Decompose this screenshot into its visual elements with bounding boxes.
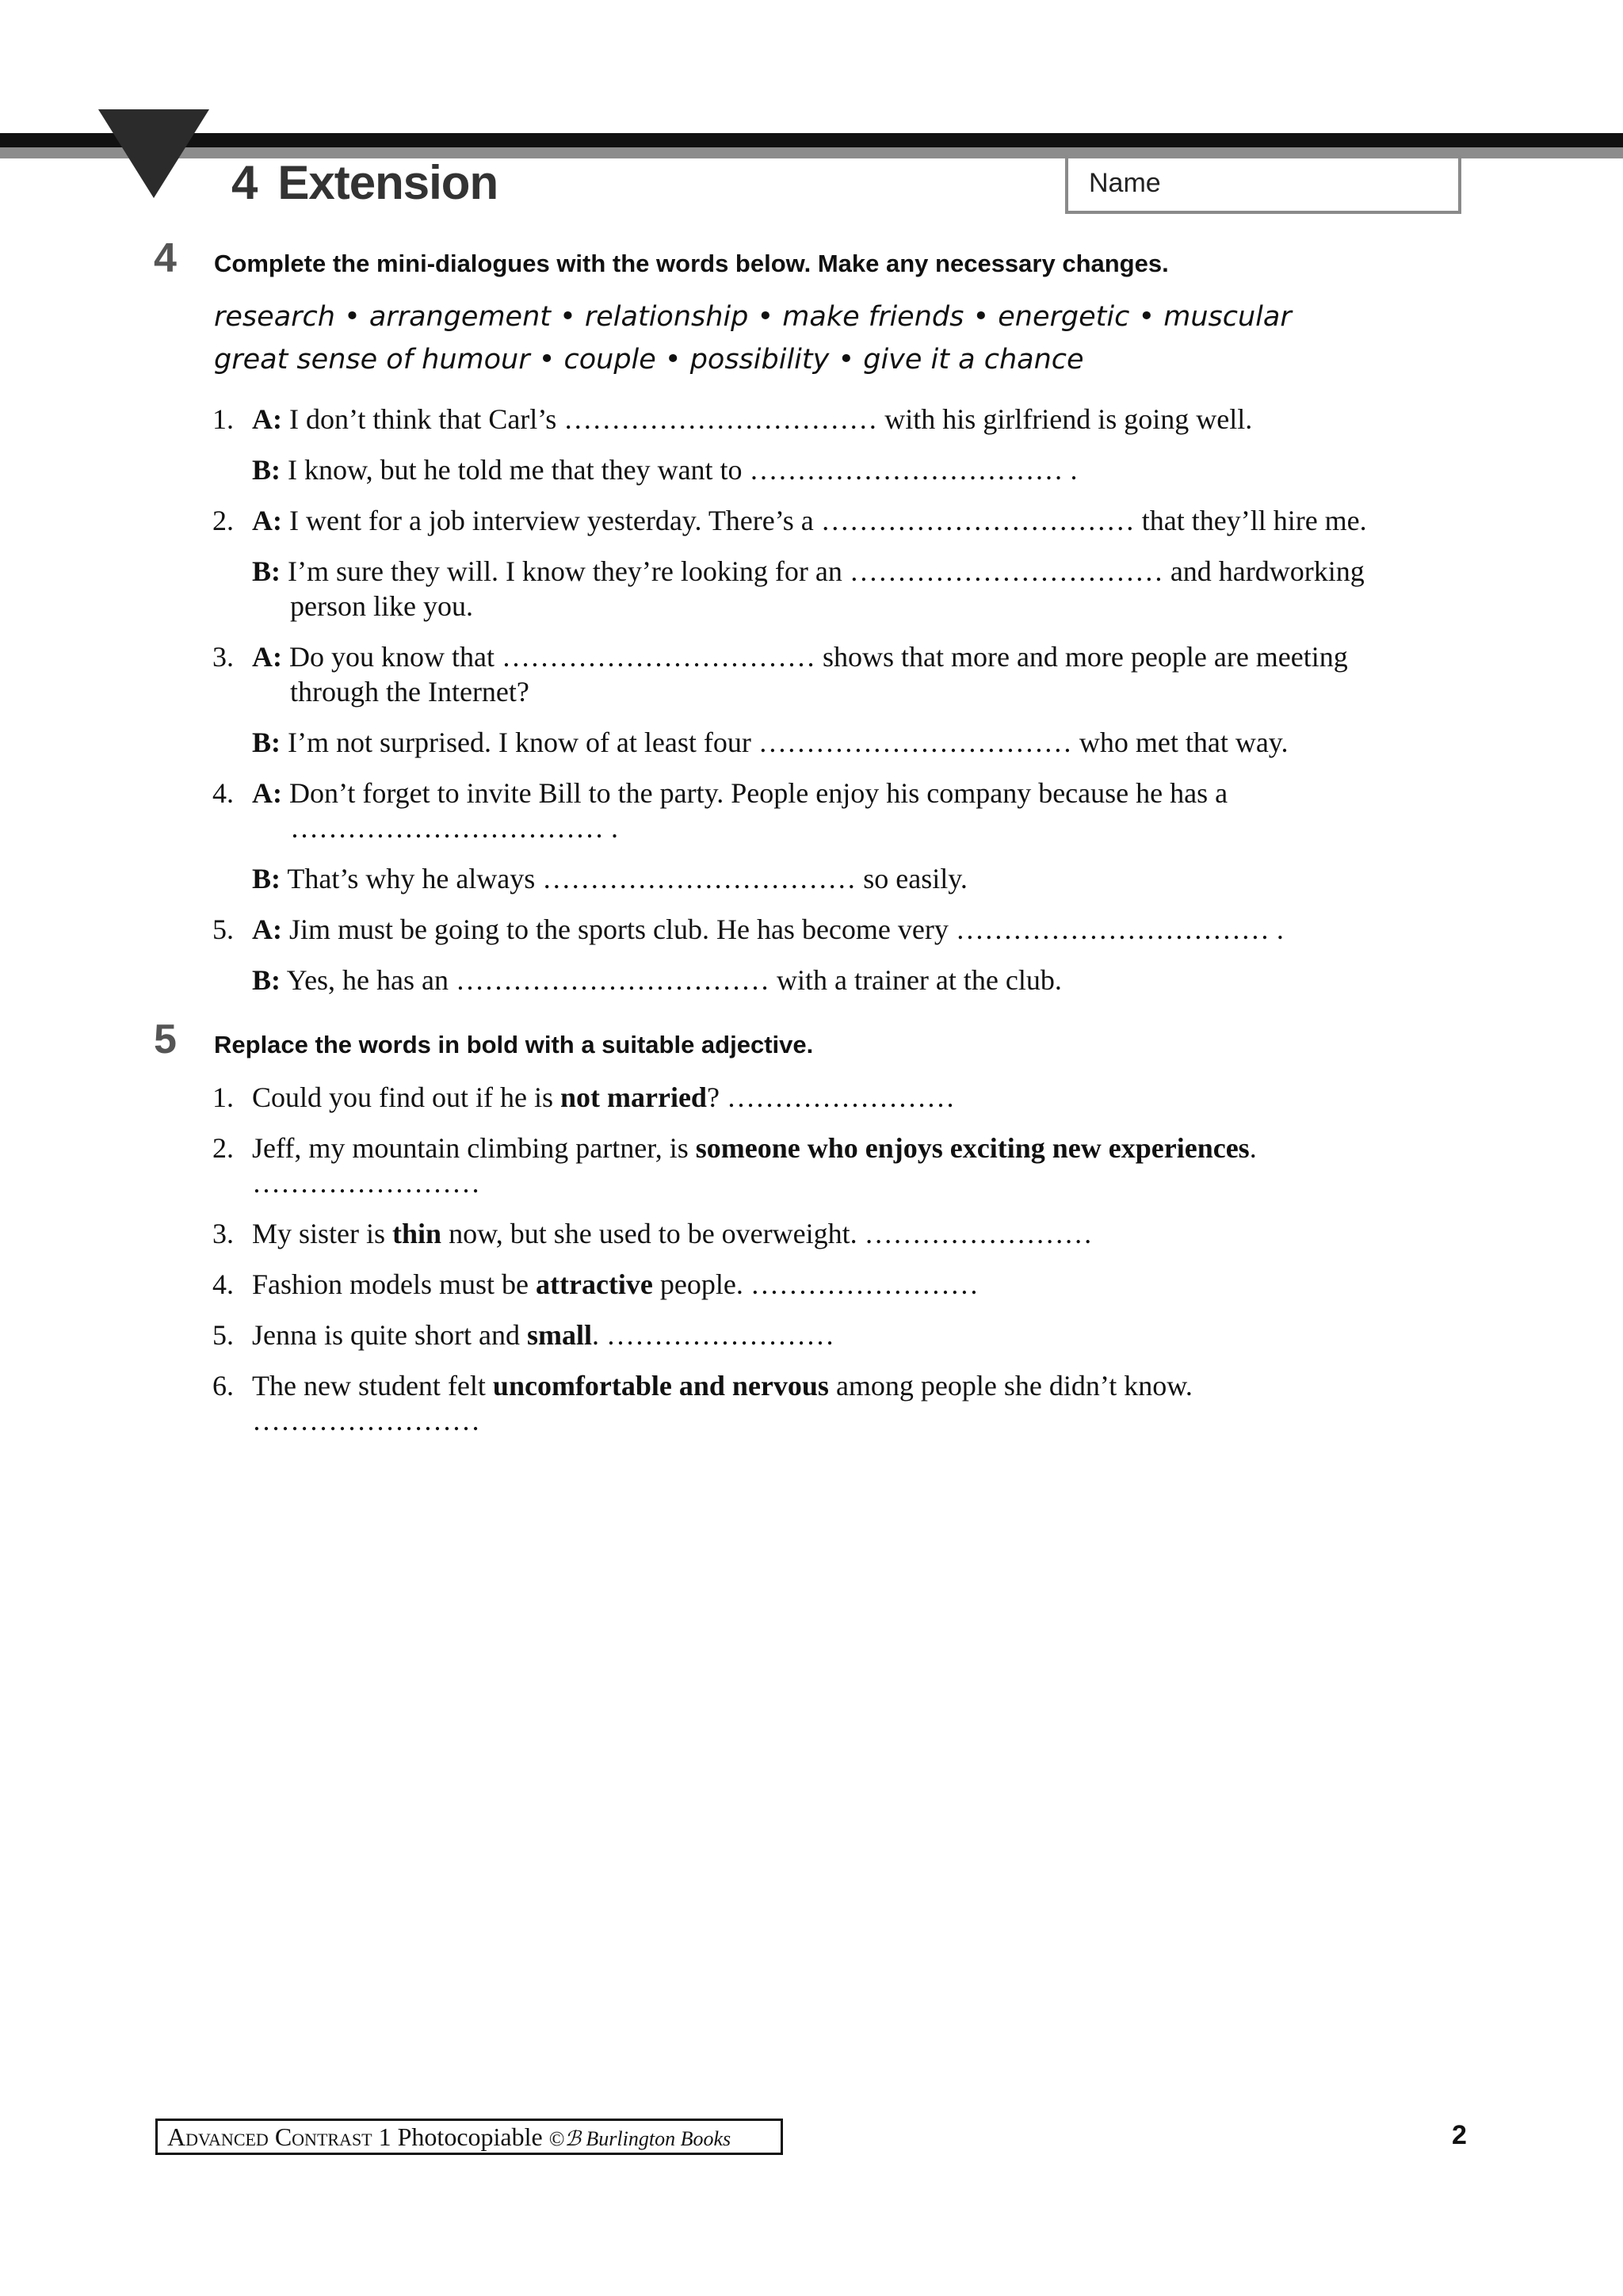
- bold-phrase: small: [526, 1319, 592, 1351]
- dialogue-1-line-a: [212, 402, 1252, 436]
- speaker-b: B:: [252, 727, 281, 758]
- page-number: 2: [1452, 2120, 1467, 2150]
- item-number: 4.: [212, 1268, 234, 1300]
- footer-credit: [155, 2119, 783, 2155]
- item-text: The new student felt: [252, 1370, 493, 1402]
- adjective-item-3: [212, 1217, 1093, 1250]
- exercise-5-instruction: Replace the words in bold with a suitable adjective.: [214, 1031, 814, 1058]
- dialogue-2-line-a: [212, 504, 1367, 537]
- dialogue-text: Jim must be going to the sports club. He has become very …………………………… .: [289, 913, 1284, 945]
- dialogue-3-line-b: [252, 726, 1288, 759]
- item-number: 1.: [212, 403, 234, 435]
- item-text-end: . ……………………: [591, 1319, 834, 1351]
- speaker-a: A:: [252, 641, 282, 673]
- unit-number: 4: [231, 156, 258, 209]
- dialogue-1-line-b: [252, 453, 1078, 486]
- copyright-icon: ©: [548, 2127, 565, 2150]
- dialogue-3-line-a: [212, 640, 1348, 673]
- bold-phrase: not married: [560, 1081, 707, 1113]
- name-label: Name: [1089, 168, 1161, 198]
- dialogue-4-line-a-cont: …………………………… .: [290, 812, 618, 844]
- series-name: Advanced Contrast 1: [167, 2122, 391, 2151]
- dialogue-2-line-b: [252, 555, 1365, 588]
- item-text-end: now, but she used to be overweight. ……………………: [441, 1218, 1093, 1249]
- speaker-b: B:: [252, 863, 281, 894]
- triangle-icon: [98, 109, 209, 198]
- speaker-a: A:: [252, 505, 282, 536]
- dialogue-4-line-a: [212, 776, 1228, 810]
- bold-phrase: attractive: [536, 1268, 653, 1300]
- word-box-line-1: research • arrangement • relationship • make friends • energetic • muscular: [214, 301, 1292, 333]
- item-text: Could you find out if he is: [252, 1081, 560, 1113]
- bold-phrase: thin: [392, 1218, 442, 1249]
- exercise-4-number: 4: [154, 235, 177, 281]
- speaker-b: B:: [252, 454, 281, 486]
- dialogue-text: I’m not surprised. I know of at least four …………………………… who met that way.: [288, 727, 1289, 758]
- bold-phrase: someone who enjoys exciting new experiences: [695, 1132, 1250, 1164]
- dialogue-5-line-a: [212, 913, 1284, 946]
- publisher-logo-icon: ℬ: [564, 2127, 586, 2150]
- bold-phrase: uncomfortable and nervous: [492, 1370, 829, 1402]
- item-number: 4.: [212, 777, 234, 809]
- adjective-item-1: [212, 1081, 955, 1114]
- item-text: Jeff, my mountain climbing partner, is: [252, 1132, 696, 1164]
- header-bar: [0, 133, 1623, 147]
- speaker-b: B:: [252, 964, 281, 996]
- adjective-item-2-answer-line: ……………………: [252, 1167, 480, 1199]
- adjective-item-2: [212, 1131, 1257, 1165]
- dialogue-text: Do you know that …………………………… shows that more and more people are meeting: [289, 641, 1348, 673]
- dialogue-5-line-b: [252, 963, 1062, 997]
- item-text-end: .: [1249, 1132, 1257, 1164]
- item-number: 5.: [212, 1319, 234, 1351]
- exercise-5-number: 5: [154, 1016, 177, 1062]
- item-number: 3.: [212, 641, 234, 673]
- exercise-4-instruction: Complete the mini-dialogues with the words below. Make any necessary changes.: [214, 250, 1169, 277]
- speaker-a: A:: [252, 403, 282, 435]
- page-title: [231, 155, 498, 210]
- dialogue-text: That’s why he always …………………………… so easily.: [287, 863, 968, 894]
- publisher-name: Burlington Books: [586, 2127, 731, 2150]
- dialogue-text: I know, but he told me that they want to …………………………… .: [288, 454, 1078, 486]
- dialogue-text: I’m sure they will. I know they’re looking for an …………………………… and hardworking: [288, 555, 1365, 587]
- photocopiable-label: Photocopiable: [397, 2122, 543, 2151]
- dialogue-4-line-b: [252, 862, 968, 895]
- item-text-end: people. ……………………: [652, 1268, 979, 1300]
- adjective-item-6: [212, 1369, 1193, 1402]
- speaker-a: A:: [252, 777, 282, 809]
- dialogue-text: Don’t forget to invite Bill to the party. People enjoy his company because he has a: [289, 777, 1228, 809]
- dialogue-text: I don’t think that Carl’s …………………………… with his girlfriend is going well.: [289, 403, 1253, 435]
- item-number: 1.: [212, 1081, 234, 1113]
- item-number: 5.: [212, 913, 234, 945]
- item-text: Fashion models must be: [252, 1268, 536, 1300]
- word-box-line-2: great sense of humour • couple • possibility • give it a chance: [214, 344, 1084, 376]
- item-text-end: ? ……………………: [706, 1081, 955, 1113]
- adjective-item-6-answer-line: ……………………: [252, 1405, 480, 1436]
- item-number: 3.: [212, 1218, 234, 1249]
- adjective-item-5: [212, 1318, 834, 1352]
- dialogue-3-line-a-cont: through the Internet?: [290, 676, 529, 707]
- adjective-item-4: [212, 1268, 979, 1301]
- dialogue-text: Yes, he has an …………………………… with a trainer at the club.: [286, 964, 1062, 996]
- name-field[interactable]: [1065, 155, 1461, 214]
- dialogue-text: I went for a job interview yesterday. There’s a …………………………… that they’ll hire me.: [289, 505, 1367, 536]
- dialogue-2-line-b-cont: person like you.: [290, 590, 473, 622]
- speaker-a: A:: [252, 913, 282, 945]
- item-text: Jenna is quite short and: [252, 1319, 527, 1351]
- item-number: 2.: [212, 1132, 234, 1164]
- speaker-b: B:: [252, 555, 281, 587]
- item-number: 2.: [212, 505, 234, 536]
- item-text: My sister is: [252, 1218, 393, 1249]
- item-text-end: among people she didn’t know.: [828, 1370, 1193, 1402]
- unit-title-text: Extension: [277, 156, 498, 209]
- item-number: 6.: [212, 1370, 234, 1402]
